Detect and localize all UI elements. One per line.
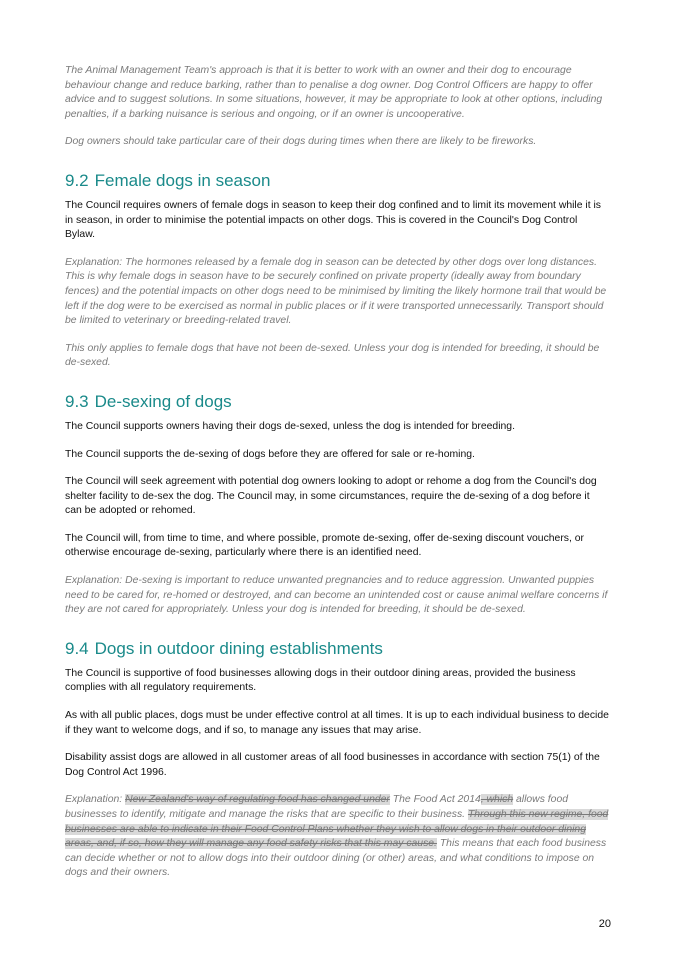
section-9-2-heading: [65, 171, 609, 191]
intro-paragraph-2: Dog owners should take particular care of their dogs during times when there are likely to be fireworks.: [65, 136, 537, 148]
intro-paragraph-1: The Animal Management Team's approach is that it is better to work with an owner and their dog to encourage behaviour change and reduce barking, rather than to penalise a dog owner. Dog Control Officers are happy to offer advice and to suggest solutions. In some situations, however, it may be appropriate to look at other options, including penalties, if a barking nuisance is serious and ongoing, or if an owner is uncooperative.: [65, 65, 603, 120]
s94-paragraph-1: The Council is supportive of food businesses allowing dogs in their outdoor dining areas, provided the business complies with all regulatory requirements.: [65, 667, 576, 694]
s93-paragraph-1: The Council supports owners having their dogs de-sexed, unless the dog is intended for breeding.: [65, 420, 515, 432]
s93-paragraph-4: The Council will, from time to time, and where possible, promote de-sexing, offer de-sexing discount vouchers, or otherwise encourage de-sexing, particularly where there is an identified need.: [65, 532, 585, 559]
section-title: De-sexing of dogs: [94, 391, 232, 411]
s92-paragraph-1: The Council requires owners of female dogs in season to keep their dog confined and to limit its movement while it is in season, in order to minimise the potential impacts on other dogs. This is covered in the Council's Dog Control Bylaw.: [65, 199, 601, 241]
explanation-text: This means that each food business can decide whether or not to allow dogs into their outdoor dining (or other) areas, and what conditions to impose on dogs and their owners.: [65, 838, 607, 879]
s92-explanation: Explanation: The hormones released by a female dog in season can be detected by other dogs over long distances. This is why female dogs in season have to be securely confined on private property (ideally away from boundary fences) and the potential impacts on other dogs need to be minimised by limiting the likely hormone trail that would be left if the dog were to be exercised as normal in public places or if it were transported unnecessarily. Transport should be limited to veterinary or breeding-related travel.: [65, 256, 607, 327]
page-number: 20: [598, 918, 611, 930]
deleted-text: Through this new regime, food businesses are able to indicate in their Food Control Plans whether they wish to allow dogs in their outdoor dining areas, and, if so, how they will manage any food safety risks that this may cause.: [65, 809, 609, 850]
explanation-text: The Food Act 2014: [389, 794, 481, 806]
s93-paragraph-2: The Council supports the de-sexing of dogs before they are offered for sale or re-homing.: [65, 448, 475, 460]
section-title: Female dogs in season: [94, 170, 271, 190]
section-9-4-heading: [65, 639, 609, 659]
explanation-text: allows food businesses to identify, mitigate and manage the risks that are specific to their business.: [65, 794, 568, 820]
deleted-text: New Zealand's way of regulating food has changed under: [125, 794, 390, 806]
s93-paragraph-3: The Council will seek agreement with potential dog owners looking to adopt or rehome a dog from the Council's dog shelter facility to de-sex the dog. The Council may, in some circumstances, require the de-sexing of a dog before it can be adopted or rehomed.: [65, 476, 597, 517]
s94-explanation: [65, 793, 609, 881]
s94-paragraph-3: Disability assist dogs are allowed in all customer areas of all food businesses in accordance with section 75(1) of the Dog Control Act 1996.: [65, 752, 600, 778]
section-number: 9.4: [65, 638, 89, 658]
s92-explanation-2: This only applies to female dogs that have not been de-sexed. Unless your dog is intended for breeding, it should be de-sexed.: [65, 342, 600, 369]
deleted-text: , which: [480, 794, 514, 806]
section-number: 9.3: [65, 391, 89, 411]
section-9-3-heading: [65, 392, 609, 412]
section-title: Dogs in outdoor dining establishments: [94, 638, 383, 658]
explanation-lead: Explanation:: [65, 794, 126, 806]
s94-paragraph-2: As with all public places, dogs must be under effective control at all times. It is up to each individual business to decide if they want to welcome dogs, and if so, to manage any issues that may arise.: [65, 710, 609, 736]
section-number: 9.2: [65, 170, 89, 190]
s93-explanation: Explanation: De-sexing is important to reduce unwanted pregnancies and to reduce aggression. Unwanted puppies need to be cared for, re-homed or destroyed, and can become an unintended cost or cause animal welfare concerns if they are not cared for appropriately. Unless your dog is intended for breeding, it should be de-sexed.: [65, 575, 608, 616]
